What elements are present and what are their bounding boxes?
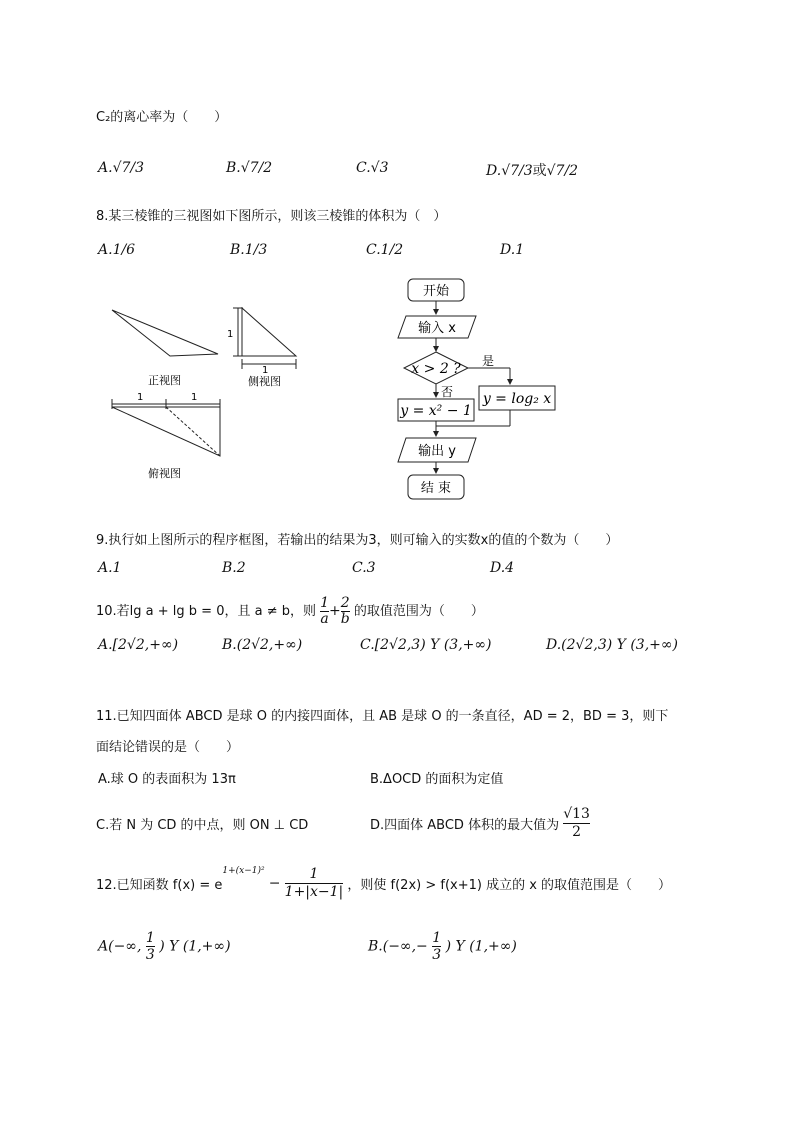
q11-option-c: C.若 N 为 CD 的中点，则 ON ⊥ CD bbox=[96, 818, 309, 833]
q12-option-b: B.(−∞,− $\frac{1}{3}$ ) Y (1,+∞) bbox=[368, 930, 517, 963]
q11-option-b: B.ΔOCD 的面积为定值 bbox=[370, 772, 504, 787]
top-dim-left: 1 bbox=[137, 392, 144, 403]
top-view-caption: 俯视图 bbox=[148, 467, 181, 480]
flow-square-label: y = x² − 1 bbox=[400, 403, 472, 419]
flow-end-label: 结 束 bbox=[420, 481, 452, 496]
flow-yes-label: 是 bbox=[482, 354, 495, 368]
top-view-shape bbox=[112, 407, 220, 456]
q9-option-b: B.2 bbox=[222, 560, 246, 576]
q8-option-d: D.1 bbox=[500, 242, 525, 258]
q9-option-d: D.4 bbox=[490, 560, 515, 576]
side-width-dim: 1 bbox=[262, 365, 269, 376]
q10-stem: 10.若lg a + lg b = 0，且 a ≠ b，则 $\frac{1}{a}$ + $\frac{2}{b}$ 的取值范围为（ ） bbox=[96, 595, 484, 627]
q12-stem: 12.已知函数 $f(x) = e^{1+(x-1)^2}$ − $\frac{1}{1+|x-1|}$ ，则使 f(2x) > f(x+1) 成立的 x 的取值范围是（ ） bbox=[96, 866, 672, 900]
q11-option-d: D.四面体 ABCD 体积的最大值为 $\frac{√13}{2}$ bbox=[370, 806, 590, 840]
q7-option-b: B.√7/2 bbox=[226, 160, 273, 176]
q11-stem-line2: 面结论错误的是（ ） bbox=[96, 740, 240, 755]
q10-option-c: C.[2√2,3) Y (3,+∞) bbox=[360, 637, 492, 653]
flow-input-label: 输入 x bbox=[418, 321, 456, 336]
q7-option-d: D.√7/3或√7/2 bbox=[486, 163, 579, 179]
side-view-caption: 侧视图 bbox=[248, 375, 281, 388]
three-view-figure bbox=[100, 296, 310, 491]
q8-option-a: A.1/6 bbox=[98, 242, 136, 258]
flow-output-label: 输出 y bbox=[418, 444, 456, 459]
side-view-shape bbox=[242, 308, 296, 356]
q8-option-c: C.1/2 bbox=[366, 242, 404, 258]
q10-option-b: B.(2√2,+∞) bbox=[222, 637, 303, 653]
top-view-hidden-edge bbox=[166, 407, 220, 456]
q9-stem: 9.执行如上图所示的程序框图，若输出的结果为3，则可输入的实数x的值的个数为（ ） bbox=[96, 533, 619, 548]
q10-option-d: D.(2√2,3) Y (3,+∞) bbox=[546, 637, 679, 653]
q9-option-c: C.3 bbox=[352, 560, 376, 576]
flowchart bbox=[392, 276, 568, 504]
q9-option-a: A.1 bbox=[98, 560, 122, 576]
flow-log-label: y = log₂ x bbox=[482, 391, 552, 407]
q8-option-b: B.1/3 bbox=[230, 242, 268, 258]
side-height-dim: 1 bbox=[227, 329, 234, 340]
flow-decision-label: x > 2 ? bbox=[411, 361, 461, 377]
q8-stem: 8.某三棱锥的三视图如下图所示，则该三棱锥的体积为（ ） bbox=[96, 209, 447, 224]
q12-option-a: A(−∞, $\frac{1}{3}$ ) Y (1,+∞) bbox=[98, 930, 231, 963]
flow-no-label: 否 bbox=[441, 385, 454, 399]
q11-option-a: A.球 O 的表面积为 13π bbox=[98, 772, 236, 787]
flow-start-label: 开始 bbox=[422, 284, 450, 299]
q7-option-a: A.√7/3 bbox=[98, 160, 145, 176]
q10-option-a: A.[2√2,+∞) bbox=[98, 637, 179, 653]
front-view-caption: 正视图 bbox=[148, 374, 181, 387]
q7-option-c: C.√3 bbox=[356, 160, 389, 176]
front-view-shape bbox=[112, 310, 218, 356]
q7-stem: C₂的离心率为（ ） bbox=[96, 110, 228, 125]
q11-stem-line1: 11.已知四面体 ABCD 是球 O 的内接四面体，且 AB 是球 O 的一条直径，AD = 2，BD = 3，则下 bbox=[96, 709, 669, 724]
top-dim-right: 1 bbox=[191, 392, 198, 403]
